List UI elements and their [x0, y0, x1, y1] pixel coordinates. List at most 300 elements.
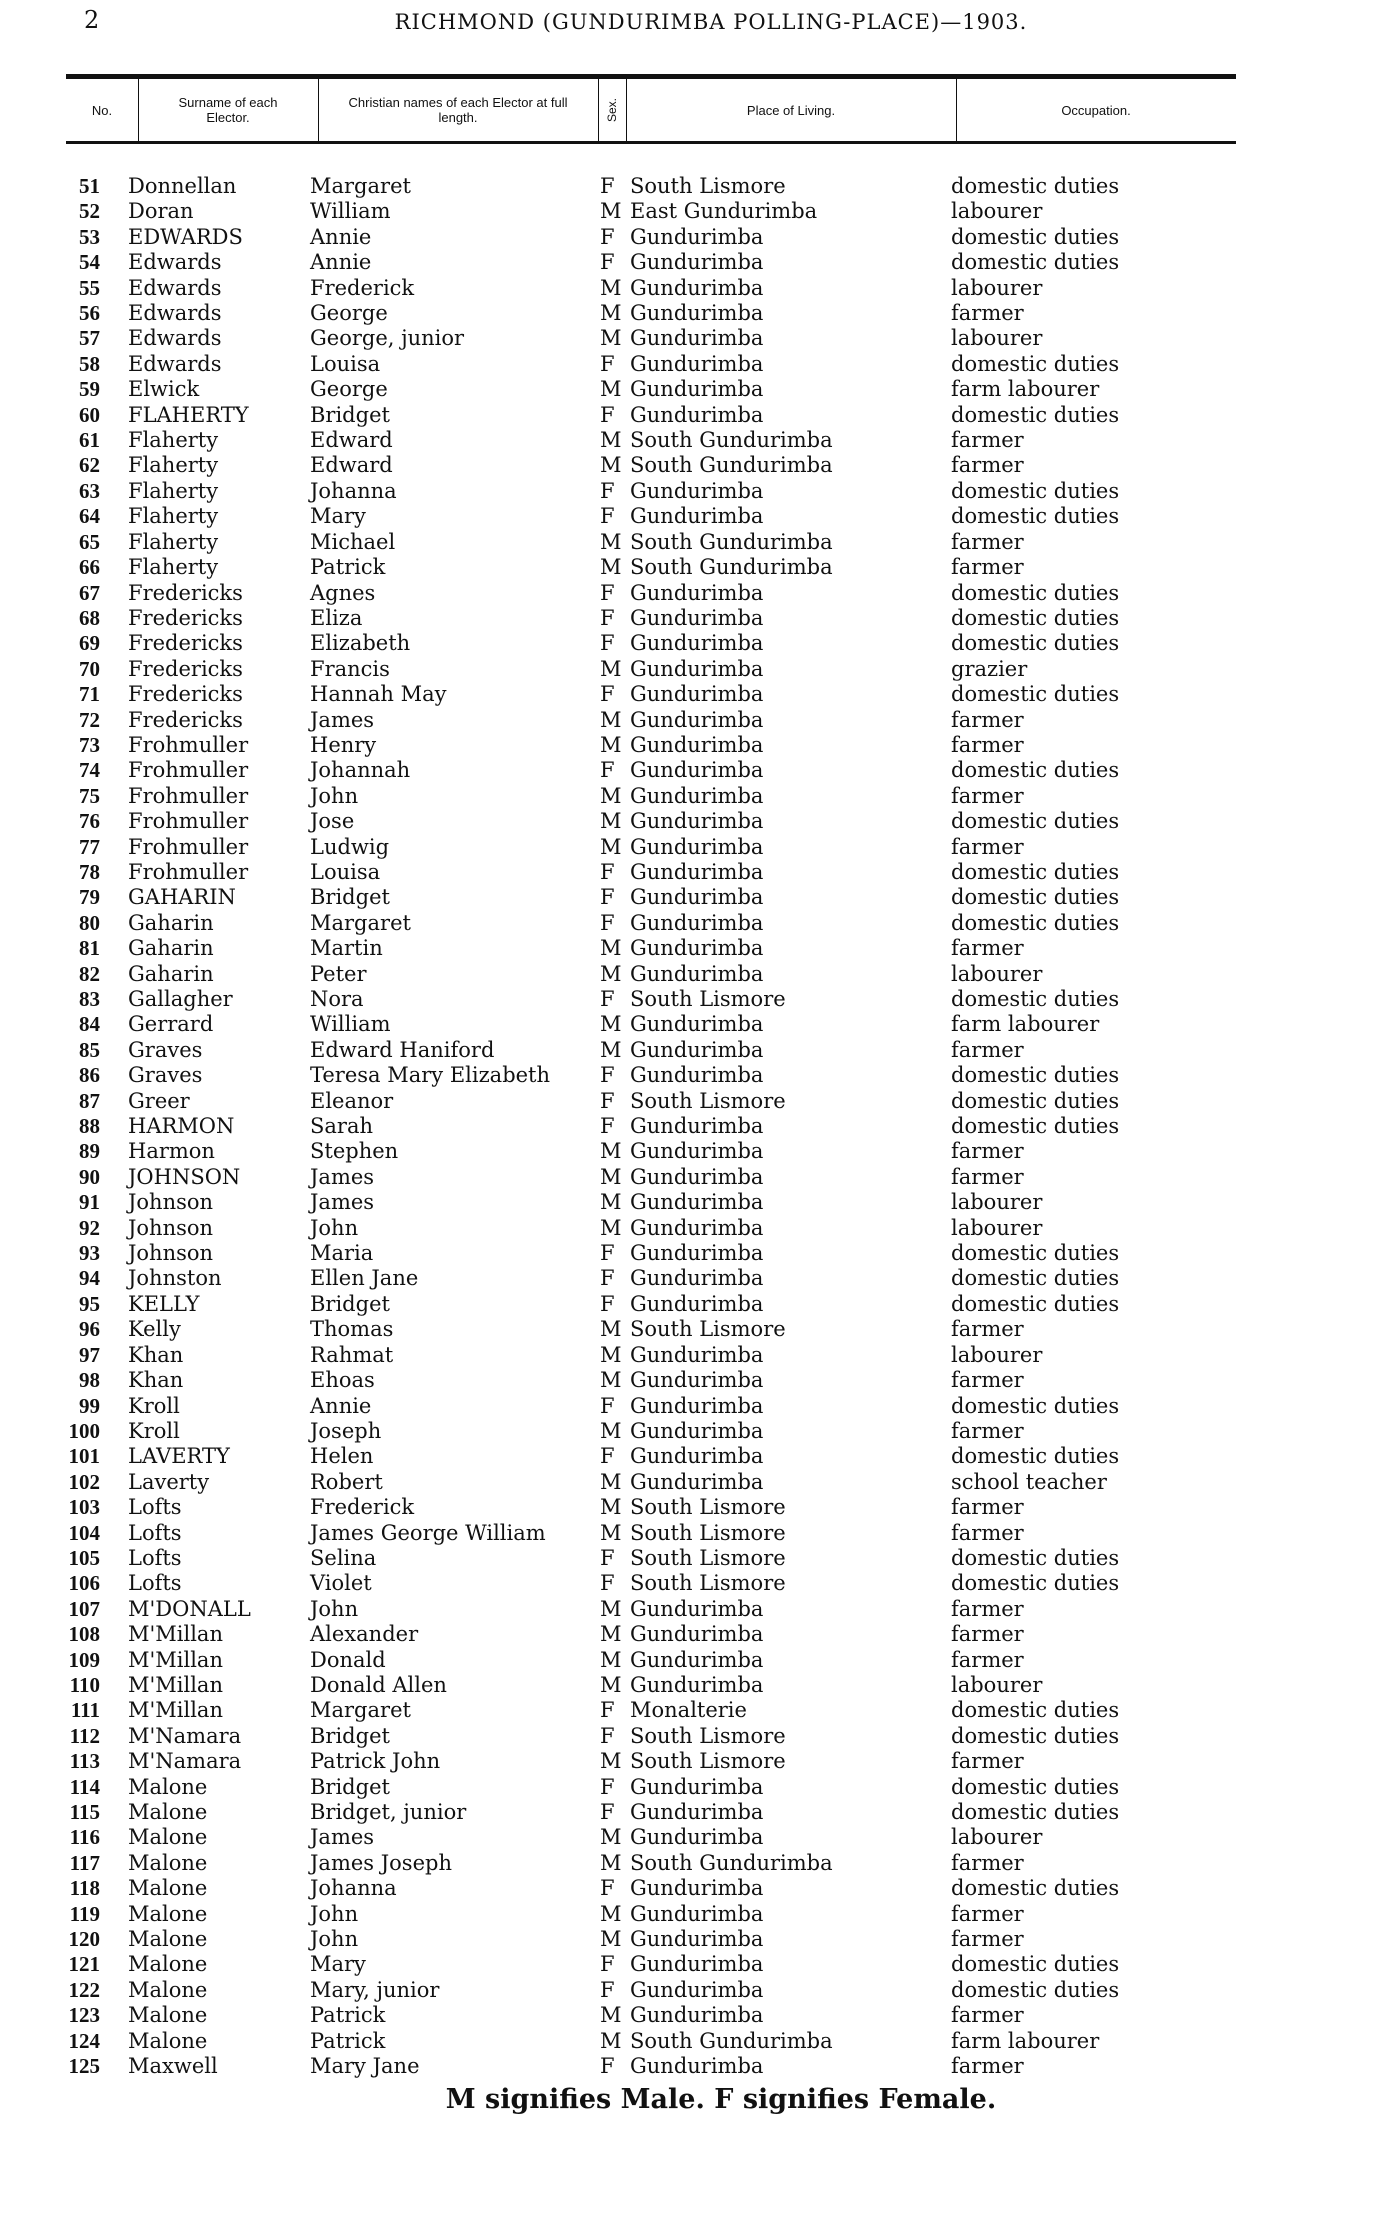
elector-occupation: labourer: [951, 1672, 1043, 1697]
elector-occupation: domestic duties: [951, 1088, 1120, 1113]
elector-number: 122: [68, 1977, 100, 2002]
elector-surname: Malone: [128, 1901, 208, 1926]
elector-place: Gundurimba: [630, 961, 764, 986]
elector-place: Gundurimba: [630, 275, 764, 300]
elector-surname: Malone: [128, 1800, 208, 1824]
elector-christian-names: John: [310, 783, 359, 808]
elector-sex: M: [600, 1927, 622, 1952]
elector-surname: Maxwell: [128, 2054, 218, 2079]
elector-sex: F: [600, 1876, 615, 1901]
elector-sex: F: [600, 504, 615, 529]
elector-place: South Lismore: [630, 1749, 786, 1774]
elector-number: 99: [79, 1393, 100, 1418]
elector-surname: HARMON: [128, 1114, 235, 1139]
elector-occupation: farmer: [951, 783, 1024, 808]
elector-place: Gundurimba: [630, 504, 764, 529]
elector-occupation: domestic duties: [951, 1800, 1120, 1824]
table-row: [0, 199, 1382, 224]
elector-surname: Fredericks: [128, 682, 243, 707]
elector-occupation: farmer: [951, 1901, 1024, 1926]
elector-number: 118: [69, 1876, 100, 1901]
elector-christian-names: Margaret: [310, 1698, 411, 1723]
elector-christian-names: Bridget: [310, 1723, 390, 1748]
table-row: [0, 453, 1382, 478]
elector-number: 109: [68, 1647, 100, 1672]
elector-place: Gundurimba: [630, 351, 764, 376]
elector-number: 120: [68, 1927, 100, 1952]
elector-surname: Malone: [128, 2028, 208, 2053]
elector-sex: F: [600, 1241, 615, 1266]
elector-occupation: domestic duties: [951, 174, 1120, 198]
elector-number: 74: [79, 758, 100, 783]
elector-place: Gundurimba: [630, 2003, 764, 2028]
elector-place: Gundurimba: [630, 1977, 764, 2002]
elector-surname: Lofts: [128, 1495, 182, 1520]
elector-number: 79: [79, 885, 100, 910]
elector-christian-names: Patrick: [310, 555, 386, 580]
elector-number: 103: [68, 1495, 100, 1520]
elector-number: 124: [68, 2028, 100, 2053]
elector-sex: M: [600, 834, 622, 859]
elector-christian-names: James George William: [310, 1520, 546, 1545]
elector-surname: Flaherty: [128, 428, 219, 453]
elector-number: 98: [79, 1368, 100, 1393]
elector-occupation: domestic duties: [951, 1114, 1120, 1139]
elector-sex: F: [600, 402, 615, 427]
elector-christian-names: Agnes: [310, 580, 376, 605]
elector-number: 93: [79, 1241, 100, 1266]
elector-christian-names: Nora: [310, 987, 364, 1011]
table-row: [0, 962, 1382, 987]
elector-surname: Flaherty: [128, 555, 219, 580]
elector-sex: M: [600, 529, 622, 554]
elector-sex: F: [600, 174, 615, 198]
elector-place: Gundurimba: [630, 1241, 764, 1266]
elector-christian-names: William: [310, 199, 391, 224]
elector-surname: Fredericks: [128, 656, 243, 681]
elector-christian-names: Annie: [310, 1393, 372, 1418]
table-row: [0, 1902, 1382, 1927]
elector-place: South Gundurimba: [630, 529, 833, 554]
elector-occupation: farmer: [951, 301, 1024, 326]
elector-christian-names: Donald: [310, 1647, 386, 1672]
elector-sex: M: [600, 1037, 622, 1062]
elector-occupation: farmer: [951, 1317, 1024, 1342]
header-occupation: Occupation.: [1061, 102, 1131, 118]
elector-sex: F: [600, 910, 615, 935]
elector-surname: Malone: [128, 1927, 208, 1952]
elector-sex: M: [600, 1215, 622, 1240]
table-row: [0, 1190, 1382, 1215]
elector-christian-names: James: [310, 1190, 375, 1215]
elector-number: 67: [79, 580, 100, 605]
elector-christian-names: Louisa: [310, 351, 381, 376]
table-row: [0, 911, 1382, 936]
elector-sex: F: [600, 2054, 615, 2079]
elector-number: 114: [69, 1774, 100, 1799]
elector-place: Gundurimba: [630, 1927, 764, 1952]
elector-number: 107: [68, 1596, 100, 1621]
elector-sex: M: [600, 199, 622, 224]
elector-surname: Malone: [128, 2003, 208, 2028]
table-row: [0, 885, 1382, 910]
elector-occupation: domestic duties: [951, 1774, 1120, 1799]
elector-sex: F: [600, 605, 615, 630]
elector-number: 83: [79, 987, 100, 1011]
table-row: [0, 1978, 1382, 2003]
elector-number: 64: [79, 504, 100, 529]
elector-number: 86: [79, 1063, 100, 1088]
elector-surname: Doran: [128, 199, 194, 224]
elector-sex: M: [600, 1317, 622, 1342]
table-row: [0, 1394, 1382, 1419]
elector-surname: Flaherty: [128, 453, 219, 478]
elector-sex: F: [600, 1571, 615, 1596]
elector-place: Gundurimba: [630, 250, 764, 275]
elector-christian-names: Johannah: [310, 758, 411, 783]
elector-place: Gundurimba: [630, 1647, 764, 1672]
header-sex: Sex.: [598, 79, 627, 141]
elector-occupation: domestic duties: [951, 1723, 1120, 1748]
elector-surname: M'Namara: [128, 1723, 242, 1748]
elector-occupation: domestic duties: [951, 250, 1120, 275]
table-row: [0, 555, 1382, 580]
elector-number: 106: [68, 1571, 100, 1596]
elector-surname: Graves: [128, 1063, 203, 1088]
table-row: [0, 1622, 1382, 1647]
elector-sex: M: [600, 1672, 622, 1697]
elector-christian-names: John: [310, 1215, 359, 1240]
elector-place: Gundurimba: [630, 1139, 764, 1164]
elector-christian-names: Ehoas: [310, 1368, 375, 1393]
elector-christian-names: Sarah: [310, 1114, 373, 1139]
elector-sex: M: [600, 783, 622, 808]
elector-number: 105: [68, 1545, 100, 1570]
elector-occupation: domestic duties: [951, 1291, 1120, 1316]
elector-surname: Johnson: [128, 1241, 214, 1266]
elector-number: 76: [79, 809, 100, 834]
elector-place: Gundurimba: [630, 1215, 764, 1240]
elector-number: 56: [79, 301, 100, 326]
elector-number: 84: [79, 1012, 100, 1037]
elector-occupation: farmer: [951, 1418, 1024, 1443]
elector-occupation: farmer: [951, 428, 1024, 453]
elector-occupation: farmer: [951, 1164, 1024, 1189]
table-row: [0, 1571, 1382, 1596]
elector-christian-names: Teresa Mary Elizabeth: [310, 1063, 551, 1088]
elector-place: Gundurimba: [630, 1114, 764, 1139]
elector-surname: Kroll: [128, 1418, 180, 1443]
elector-surname: Flaherty: [128, 529, 219, 554]
elector-surname: Edwards: [128, 275, 222, 300]
elector-number: 66: [79, 555, 100, 580]
elector-surname: Johnson: [128, 1190, 214, 1215]
elector-surname: Flaherty: [128, 478, 219, 503]
elector-surname: Frohmuller: [128, 859, 249, 884]
elector-occupation: farmer: [951, 1927, 1024, 1952]
elector-sex: M: [600, 326, 622, 351]
elector-number: 51: [79, 174, 100, 198]
elector-christian-names: Ellen Jane: [310, 1266, 419, 1291]
table-row: [0, 1876, 1382, 1901]
elector-place: Gundurimba: [630, 1418, 764, 1443]
elector-number: 110: [69, 1672, 100, 1697]
table-row: [0, 1470, 1382, 1495]
table-row: [0, 1368, 1382, 1393]
elector-number: 87: [79, 1088, 100, 1113]
elector-place: South Lismore: [630, 987, 786, 1011]
elector-number: 61: [79, 428, 100, 453]
elector-occupation: farmer: [951, 707, 1024, 732]
elector-christian-names: James: [310, 707, 375, 732]
elector-occupation: farmer: [951, 1139, 1024, 1164]
elector-sex: F: [600, 1723, 615, 1748]
elector-place: Gundurimba: [630, 1368, 764, 1393]
elector-sex: F: [600, 1545, 615, 1570]
elector-number: 70: [79, 656, 100, 681]
elector-surname: M'Millan: [128, 1622, 223, 1647]
elector-occupation: farmer: [951, 1520, 1024, 1545]
elector-sex: F: [600, 1977, 615, 2002]
elector-occupation: domestic duties: [951, 351, 1120, 376]
elector-surname: Gaharin: [128, 961, 214, 986]
elector-number: 77: [79, 834, 100, 859]
elector-place: South Gundurimba: [630, 1850, 833, 1875]
elector-occupation: domestic duties: [951, 1952, 1120, 1977]
elector-occupation: domestic duties: [951, 631, 1120, 656]
table-row: [0, 1673, 1382, 1698]
elector-place: Gundurimba: [630, 1037, 764, 1062]
elector-surname: Flaherty: [128, 504, 219, 529]
elector-surname: Edwards: [128, 326, 222, 351]
elector-place: Gundurimba: [630, 580, 764, 605]
elector-number: 68: [79, 605, 100, 630]
table-row: [0, 1444, 1382, 1469]
elector-christian-names: John: [310, 1596, 359, 1621]
elector-occupation: domestic duties: [951, 1393, 1120, 1418]
table-row: [0, 1724, 1382, 1749]
elector-christian-names: Stephen: [310, 1139, 399, 1164]
elector-number: 73: [79, 732, 100, 757]
header-place: Place of Living.: [626, 79, 957, 141]
table-row: [0, 1927, 1382, 1952]
elector-surname: Malone: [128, 1977, 208, 2002]
elector-occupation: domestic duties: [951, 1977, 1120, 2002]
elector-place: Gundurimba: [630, 1342, 764, 1367]
table-row: [0, 301, 1382, 326]
elector-christian-names: Maria: [310, 1241, 374, 1266]
elector-sex: F: [600, 1291, 615, 1316]
elector-occupation: labourer: [951, 275, 1043, 300]
elector-surname: Lofts: [128, 1571, 182, 1596]
table-row: [0, 352, 1382, 377]
elector-christian-names: Francis: [310, 656, 390, 681]
elector-place: Gundurimba: [630, 859, 764, 884]
elector-place: South Lismore: [630, 174, 786, 198]
elector-occupation: labourer: [951, 1215, 1043, 1240]
table-row: [0, 733, 1382, 758]
table-row: [0, 835, 1382, 860]
elector-sex: F: [600, 224, 615, 249]
elector-surname: Frohmuller: [128, 758, 249, 783]
table-row: [0, 1825, 1382, 1850]
table-row: [0, 631, 1382, 656]
elector-christian-names: Bridget: [310, 1774, 390, 1799]
elector-occupation: domestic duties: [951, 1545, 1120, 1570]
elector-christian-names: Helen: [310, 1444, 374, 1469]
elector-place: Gundurimba: [630, 936, 764, 961]
elector-place: Gundurimba: [630, 758, 764, 783]
elector-christian-names: Louisa: [310, 859, 381, 884]
elector-number: 63: [79, 478, 100, 503]
elector-sex: M: [600, 1418, 622, 1443]
elector-sex: F: [600, 250, 615, 275]
elector-place: Gundurimba: [630, 1190, 764, 1215]
elector-surname: KELLY: [128, 1291, 200, 1316]
table-row: [0, 1597, 1382, 1622]
table-row: [0, 1089, 1382, 1114]
elector-place: Gundurimba: [630, 326, 764, 351]
elector-sex: M: [600, 1012, 622, 1037]
elector-number: 100: [68, 1418, 100, 1443]
elector-place: Gundurimba: [630, 1596, 764, 1621]
elector-number: 59: [79, 377, 100, 402]
elector-christian-names: Frederick: [310, 1495, 415, 1520]
elector-occupation: labourer: [951, 199, 1043, 224]
elector-surname: Frohmuller: [128, 783, 249, 808]
elector-place: Gundurimba: [630, 1393, 764, 1418]
elector-number: 92: [79, 1215, 100, 1240]
table-row: [0, 1216, 1382, 1241]
elector-place: South Gundurimba: [630, 428, 833, 453]
elector-rows: [0, 174, 1382, 2079]
elector-sex: F: [600, 1088, 615, 1113]
elector-number: 62: [79, 453, 100, 478]
elector-christian-names: Joseph: [310, 1418, 382, 1443]
table-row: [0, 581, 1382, 606]
elector-number: 88: [79, 1114, 100, 1139]
header-christian-names: Christian names of each Elector at full length.: [318, 79, 599, 141]
elector-number: 81: [79, 936, 100, 961]
footnote: M signifies Male. F signifies Female.: [445, 2084, 997, 2115]
elector-christian-names: Bridget, junior: [310, 1800, 467, 1824]
elector-surname: Lofts: [128, 1545, 182, 1570]
elector-surname: Frohmuller: [128, 834, 249, 859]
elector-place: Gundurimba: [630, 656, 764, 681]
elector-christian-names: Eleanor: [310, 1088, 394, 1113]
elector-christian-names: Mary Jane: [310, 2054, 420, 2079]
elector-number: 55: [79, 275, 100, 300]
elector-sex: M: [600, 2003, 622, 2028]
elector-sex: F: [600, 1063, 615, 1088]
elector-surname: Edwards: [128, 351, 222, 376]
elector-place: Gundurimba: [630, 301, 764, 326]
elector-surname: Greer: [128, 1088, 190, 1113]
elector-number: 78: [79, 859, 100, 884]
elector-number: 95: [79, 1291, 100, 1316]
elector-christian-names: Margaret: [310, 910, 411, 935]
elector-sex: F: [600, 1774, 615, 1799]
elector-number: 123: [68, 2003, 100, 2028]
elector-place: Gundurimba: [630, 1622, 764, 1647]
elector-occupation: labourer: [951, 326, 1043, 351]
elector-christian-names: Mary: [310, 1952, 366, 1977]
table-row: [0, 1495, 1382, 1520]
elector-number: 53: [79, 224, 100, 249]
elector-christian-names: Bridget: [310, 402, 390, 427]
elector-number: 104: [68, 1520, 100, 1545]
elector-christian-names: Henry: [310, 732, 377, 757]
elector-place: Gundurimba: [630, 402, 764, 427]
header-no: No.: [66, 79, 139, 141]
elector-sex: M: [600, 1825, 622, 1850]
elector-christian-names: Johanna: [310, 478, 397, 503]
elector-christian-names: Bridget: [310, 885, 390, 910]
elector-place: Gundurimba: [630, 1825, 764, 1850]
table-row: [0, 2003, 1382, 2028]
elector-christian-names: Edward: [310, 428, 393, 453]
elector-occupation: farmer: [951, 1622, 1024, 1647]
elector-christian-names: Annie: [310, 224, 372, 249]
elector-place: Gundurimba: [630, 224, 764, 249]
elector-occupation: domestic duties: [951, 987, 1120, 1011]
elector-christian-names: James: [310, 1825, 375, 1850]
elector-occupation: farmer: [951, 1749, 1024, 1774]
elector-place: East Gundurimba: [630, 199, 818, 224]
elector-sex: F: [600, 682, 615, 707]
elector-christian-names: Donald Allen: [310, 1672, 447, 1697]
elector-place: Gundurimba: [630, 2054, 764, 2079]
table-row: [0, 1317, 1382, 1342]
elector-place: Gundurimba: [630, 1063, 764, 1088]
elector-christian-names: Edward: [310, 453, 393, 478]
elector-surname: Edwards: [128, 301, 222, 326]
elector-place: Gundurimba: [630, 631, 764, 656]
elector-number: 52: [79, 199, 100, 224]
elector-occupation: farmer: [951, 555, 1024, 580]
elector-surname: M'DONALL: [128, 1596, 251, 1621]
elector-occupation: farmer: [951, 529, 1024, 554]
elector-surname: JOHNSON: [128, 1164, 241, 1189]
elector-sex: F: [600, 1266, 615, 1291]
elector-occupation: farmer: [951, 453, 1024, 478]
elector-place: Gundurimba: [630, 1444, 764, 1469]
elector-surname: M'Millan: [128, 1698, 223, 1723]
elector-occupation: domestic duties: [951, 478, 1120, 503]
elector-sex: M: [600, 1164, 622, 1189]
elector-place: Gundurimba: [630, 1266, 764, 1291]
elector-sex: F: [600, 631, 615, 656]
elector-sex: F: [600, 987, 615, 1011]
page-number: 2: [84, 6, 100, 34]
elector-christian-names: Annie: [310, 250, 372, 275]
elector-sex: F: [600, 859, 615, 884]
elector-occupation: domestic duties: [951, 910, 1120, 935]
elector-number: 54: [79, 250, 100, 275]
table-row: [0, 1800, 1382, 1825]
elector-occupation: domestic duties: [951, 504, 1120, 529]
elector-surname: Malone: [128, 1774, 208, 1799]
elector-place: Gundurimba: [630, 682, 764, 707]
elector-surname: Kroll: [128, 1393, 180, 1418]
elector-number: 113: [69, 1749, 100, 1774]
header-surname: Surname of each Elector.: [138, 79, 319, 141]
elector-surname: M'Namara: [128, 1749, 242, 1774]
elector-christian-names: William: [310, 1012, 391, 1037]
table-header: [66, 74, 1236, 144]
elector-sex: M: [600, 1495, 622, 1520]
elector-christian-names: Edward Haniford: [310, 1037, 495, 1062]
